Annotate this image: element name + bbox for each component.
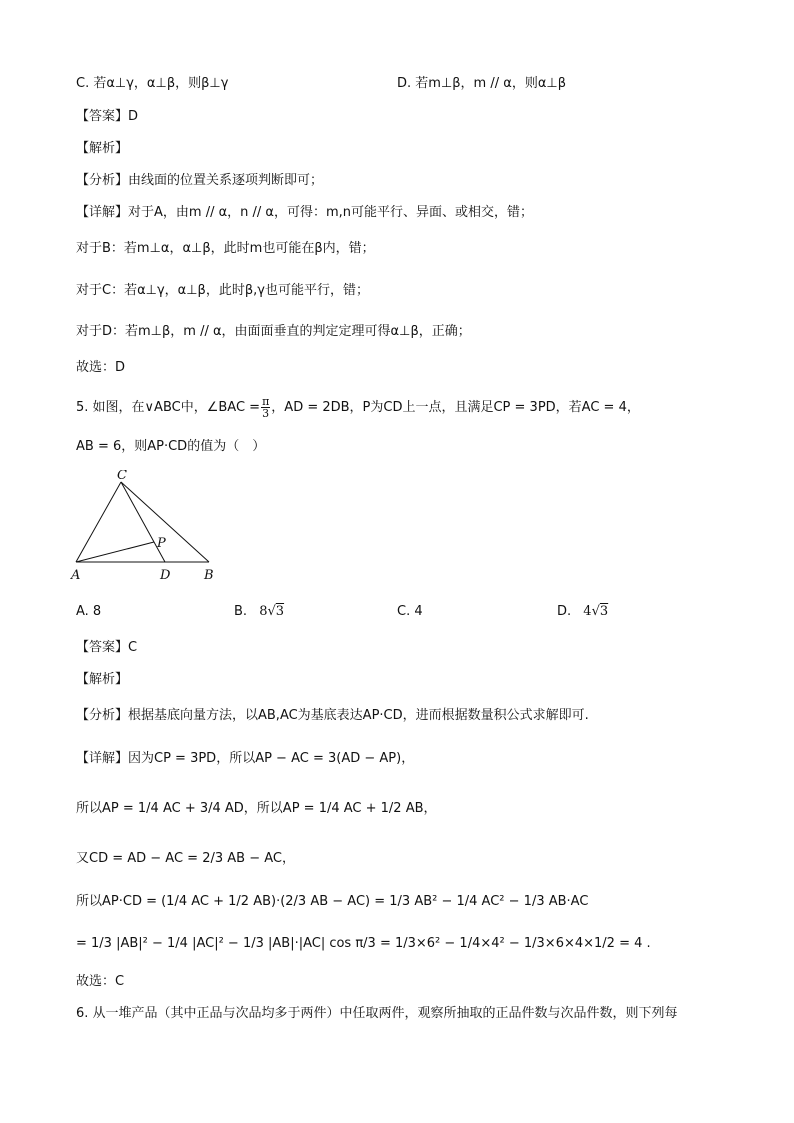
q5-option-d-radicand: 3	[599, 604, 609, 619]
q6-stem: 6. 从一堆产品（其中正品与次品均多于两件）中任取两件，观察所抽取的正品件数与次品件数，则下列每	[76, 1006, 678, 1021]
q5-analysis-heading: 【解析】	[76, 672, 129, 687]
q5-choose: 故选：C	[76, 974, 125, 989]
q5-option-b-label: B.	[234, 604, 248, 619]
q5-option-b-coef: 8	[259, 604, 268, 619]
q5-detail-3: 又CD = AD − AC = 2/3 AB − AC，	[76, 851, 295, 866]
q5-option-d	[557, 604, 608, 619]
q4-option-c: C. 若α⊥γ，α⊥β，则β⊥γ	[76, 76, 229, 91]
q5-stem-part-a: 5. 如图，在∨ABC中，∠BAC =	[76, 400, 261, 415]
q5-fenxi: 【分析】根据基底向量方法，以AB,AC为基底表达AP·CD，进而根据数量积公式求解即可.	[76, 708, 589, 723]
q5-option-b	[234, 604, 284, 619]
q5-stem-line-1	[76, 396, 640, 419]
q5-detail-2: 所以AP = 1/4 AC + 3/4 AD，所以AP = 1/4 AC + 1/2 AB，	[76, 801, 437, 816]
q5-detail-4: 所以AP·CD = (1/4 AC + 1/2 AB)·(2/3 AB − AC) = 1/3 AB² − 1/4 AC² − 1/3 AB·AC	[76, 894, 589, 909]
label-b: B	[204, 568, 214, 583]
q4-fenxi: 【分析】由线面的位置关系逐项判断即可；	[76, 173, 324, 188]
q5-detail-1: 【详解】因为CP = 3PD，所以AP − AC = 3(AD − AP)，	[76, 751, 415, 766]
q5-option-b-value: 8√3	[259, 604, 285, 619]
q4-detail-a: 【详解】对于A，由m // α，n // α，可得：m,n可能平行、异面、或相交，错；	[76, 205, 534, 220]
q4-analysis-heading: 【解析】	[76, 141, 129, 156]
q5-angle-den: 3	[262, 407, 270, 420]
q5-option-d-coef: 4	[583, 604, 592, 619]
q4-choose: 故选：D	[76, 360, 126, 375]
label-a: A	[71, 568, 81, 583]
label-p: P	[157, 536, 166, 551]
q5-answer: 【答案】C	[76, 640, 138, 655]
q5-option-a: A. 8	[76, 604, 102, 619]
q5-option-b-radicand: 3	[275, 604, 285, 619]
q4-answer: 【答案】D	[76, 109, 139, 124]
q5-triangle-figure	[66, 470, 226, 586]
q4-detail-d: 对于D：若m⊥β，m // α，由面面垂直的判定定理可得α⊥β，正确；	[76, 324, 471, 339]
q5-option-d-label: D.	[557, 604, 572, 619]
q5-detail-5: = 1/3 |AB|² − 1/4 |AC|² − 1/3 |AB|·|AC| cos π/3 = 1/3×6² − 1/4×4² − 1/3×6×4×1/2 = 4 .	[76, 936, 651, 951]
label-c: C	[117, 470, 127, 483]
q5-option-d-value: 4√3	[583, 604, 609, 619]
q5-stem-part-b: ，AD = 2DB，P为CD上一点，且满足CP = 3PD，若AC = 4，	[271, 400, 640, 415]
segment-ac	[76, 482, 121, 562]
segment-ap	[76, 542, 154, 562]
label-d: D	[160, 568, 171, 583]
q5-option-c: C. 4	[397, 604, 423, 619]
q4-detail-b: 对于B：若m⊥α，α⊥β，此时m也可能在β内，错；	[76, 241, 375, 256]
q5-angle-num: π	[262, 395, 270, 408]
q4-detail-c: 对于C：若α⊥γ，α⊥β，此时β,γ也可能平行，错；	[76, 283, 369, 298]
q4-option-d: D. 若m⊥β，m // α，则α⊥β	[397, 76, 567, 91]
q5-stem-line-2: AB = 6，则AP·CD的值为（ ）	[76, 439, 266, 454]
q5-angle-fraction	[261, 396, 270, 419]
